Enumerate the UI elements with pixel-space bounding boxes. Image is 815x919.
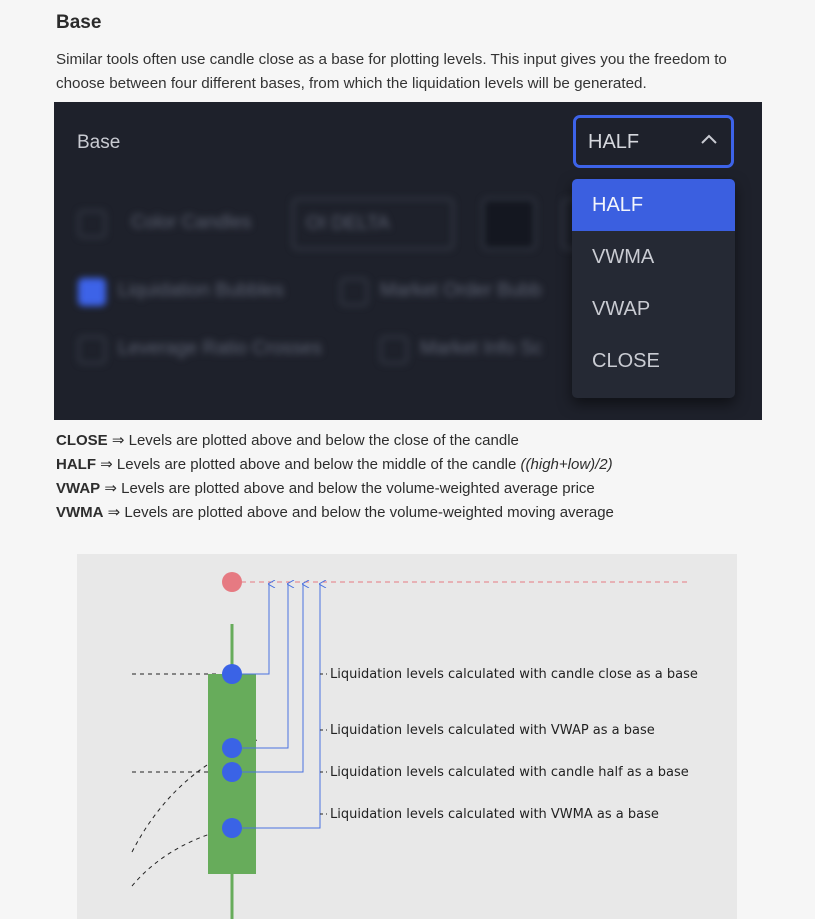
settings-panel-screenshot: [54, 102, 762, 420]
half-base-label: Liquidation levels calculated with candle half as a base: [330, 765, 689, 780]
close-connector: [232, 584, 269, 674]
oi-delta-select: OI DELTA: [292, 198, 454, 250]
base-dropdown-menu: [572, 179, 735, 398]
chevron-up-icon: [699, 132, 719, 146]
intro-paragraph: Similar tools often use candle close as a base for plotting levels. This input gives you the freedom to choose between four different bases, from which the liquidation levels will be generated.: [56, 51, 727, 92]
base-label: Base: [77, 132, 121, 153]
section-title: Base: [56, 12, 102, 33]
close-base-label: Liquidation levels calculated with candle close as a base: [330, 667, 698, 682]
base-select[interactable]: [573, 115, 734, 168]
market-info-label: Market Info Sc: [420, 338, 543, 359]
leverage-ratio-checkbox: [78, 336, 106, 364]
option-vwap[interactable]: VWAP: [592, 298, 651, 320]
option-half[interactable]: HALF: [572, 179, 735, 231]
definition-vwap: VWAP ⇒ Levels are plotted above and below the volume-weighted average price: [56, 480, 595, 497]
half-point: [222, 762, 242, 782]
base-select-value: HALF: [588, 131, 640, 153]
definition-close: CLOSE ⇒ Levels are plotted above and below the close of the candle: [56, 432, 519, 449]
vwap-base-label: Liquidation levels calculated with VWAP as a base: [330, 723, 655, 738]
market-info-checkbox: [380, 336, 408, 364]
color-candles-label: Color Candles: [131, 212, 252, 233]
diagram-svg: [77, 554, 737, 919]
close-point: [222, 664, 242, 684]
liquidation-bubbles-checkbox: [78, 278, 106, 306]
leverage-ratio-label: Leverage Ratio Crosses: [118, 338, 322, 359]
color-swatch: [482, 198, 536, 250]
vwma-base-label: Liquidation levels calculated with VWMA as a base: [330, 807, 659, 822]
option-close[interactable]: CLOSE: [592, 350, 660, 372]
option-vwma[interactable]: VWMA: [592, 246, 655, 268]
liquidation-point: [222, 572, 242, 592]
definition-vwma: VWMA ⇒ Levels are plotted above and below the volume-weighted moving average: [56, 504, 614, 521]
liquidation-bubbles-label: Liquidation Bubbles: [118, 280, 284, 301]
definition-half: HALF ⇒ Levels are plotted above and below the middle of the candle ((high+low)/2): [56, 456, 613, 473]
color-candles-checkbox: [78, 210, 106, 238]
liquidation-levels-diagram: [77, 554, 737, 919]
vwap-point: [222, 738, 242, 758]
vwma-point: [222, 818, 242, 838]
market-order-bubbles-label: Market Order Bubb: [380, 280, 542, 301]
base-definitions: [56, 429, 614, 525]
market-order-bubbles-checkbox: [340, 278, 368, 306]
